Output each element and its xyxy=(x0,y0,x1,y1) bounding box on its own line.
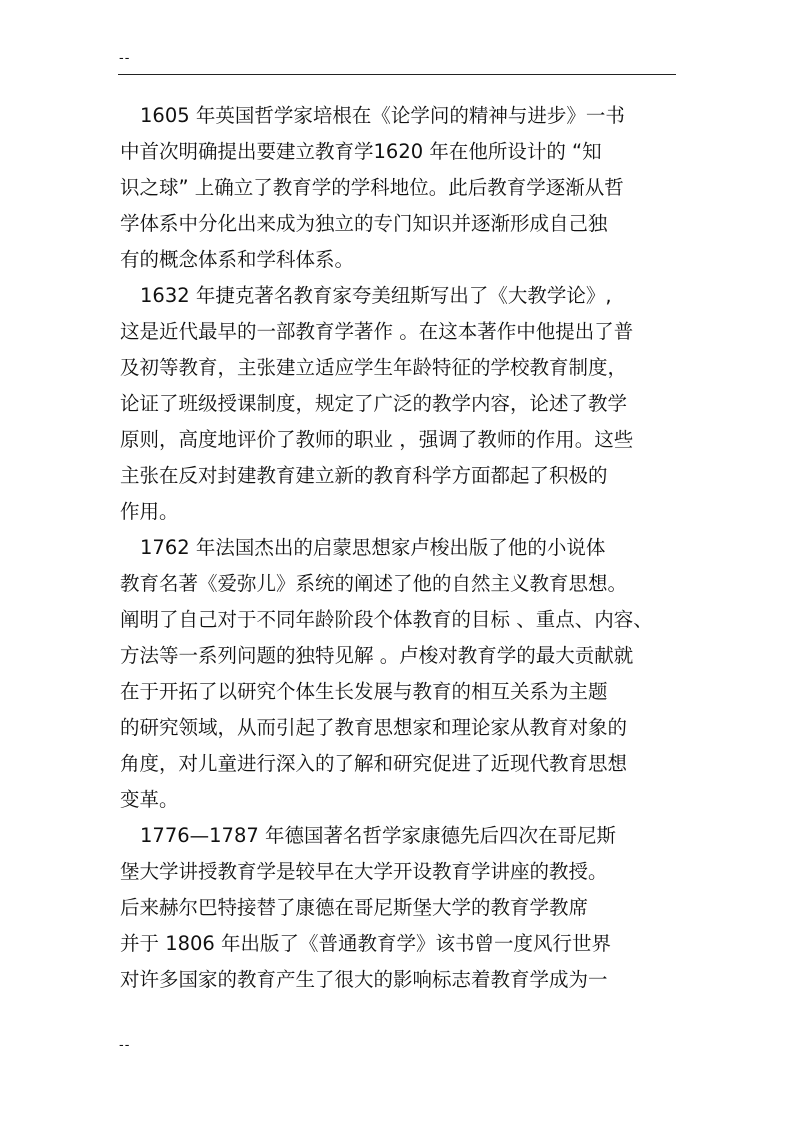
text-line: 原则，高度地评价了教师的职业 ，强调了教师的作用。这些 xyxy=(120,428,634,451)
text-line: 有的概念体系和学科体系。 xyxy=(120,248,355,271)
document-body xyxy=(120,98,700,998)
text-line: 变革。 xyxy=(120,788,179,811)
text-line: 作用。 xyxy=(120,500,179,523)
text-line: 并于 1806 年出版了《普通教育学》该书曾一度风行世界 xyxy=(120,932,612,955)
text-line: 教育名著《爱弥儿》系统的阐述了他的自然主义教育思想。 xyxy=(120,572,628,595)
text-line: 1762 年法国杰出的启蒙思想家卢梭出版了他的小说体 xyxy=(140,536,606,559)
paragraph-4 xyxy=(120,818,700,998)
text-line: 阐明了自己对于不同年龄阶段个体教育的目标 、重点、内容、 xyxy=(120,608,653,631)
text-line: 中首次明确提出要建立教育学1620 年在他所设计的 “知 xyxy=(120,140,602,163)
paragraph-2 xyxy=(120,278,700,530)
text-line: 及初等教育，主张建立适应学生年龄特征的学校教育制度， xyxy=(120,356,628,379)
text-line: 堡大学讲授教育学是较早在大学开设教育学讲座的教授。 xyxy=(120,860,608,883)
page-footer xyxy=(119,1039,130,1053)
text-line: 1632 年捷克著名教育家夸美纽斯写出了《大教学论》, xyxy=(140,284,612,307)
text-line: 论证了班级授课制度，规定了广泛的教学内容，论述了教学 xyxy=(120,392,628,415)
header-mark: -- xyxy=(119,51,131,66)
text-line: 的研究领域，从而引起了教育思想家和理论家从教育对象的 xyxy=(120,716,628,739)
footer-mark: -- xyxy=(119,1038,131,1053)
text-line: 学体系中分化出来成为独立的专门知识并逐渐形成自己独 xyxy=(120,212,608,235)
text-line: 角度，对儿童进行深入的了解和研究促进了近现代教育思想 xyxy=(120,752,628,775)
text-line: 1605 年英国哲学家培根在《论学问的精神与进步》一书 xyxy=(140,104,625,127)
paragraph-3 xyxy=(120,530,700,818)
page-header xyxy=(118,50,676,75)
text-line: 在于开拓了以研究个体生长发展与教育的相互关系为主题 xyxy=(120,680,608,703)
text-line: 主张在反对封建教育建立新的教育科学方面都起了积极的 xyxy=(120,464,608,487)
text-line: 识之球” 上确立了教育学的学科地位。此后教育学逐渐从哲 xyxy=(120,176,624,199)
text-line: 1776—1787 年德国著名哲学家康德先后四次在哥尼斯 xyxy=(140,824,616,847)
text-line: 方法等一系列问题的独特见解 。卢梭对教育学的最大贡献就 xyxy=(120,644,634,667)
paragraph-1 xyxy=(120,98,700,278)
text-line: 对许多国家的教育产生了很大的影响标志着教育学成为一 xyxy=(120,968,608,991)
text-line: 这是近代最早的一部教育学著作 。在这本著作中他提出了普 xyxy=(120,320,634,343)
text-line: 后来赫尔巴特接替了康德在哥尼斯堡大学的教育学教席 xyxy=(120,896,589,919)
